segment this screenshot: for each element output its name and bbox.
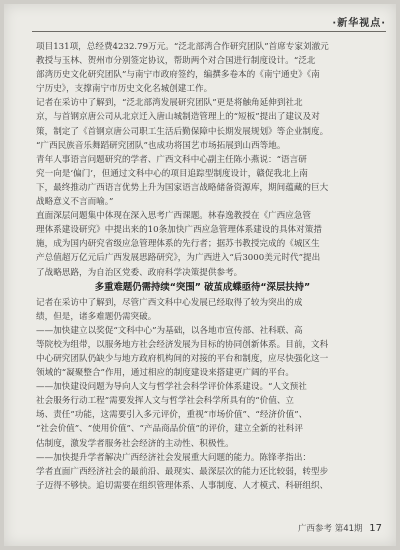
text-line: 理体系建设研究》中提出来的10条加快广西应急管理体系建设的具体对策措 [36, 225, 322, 236]
text-line: 记者在采访中了解到，尽管广西文科中心发展已经取得了较为突出的成 [36, 297, 303, 308]
text-line: 领域的“凝聚整合”作用，通过相应的制度建设来搭建更广阔的平台。 [36, 368, 295, 379]
text-line: 宁历史》，支撑南宁市历史文化名城创建工作。 [36, 84, 213, 95]
text-line: 教授与玉林、贺州市分别签定协议，帮助两个对合国进行制度设计。“泛北 [36, 56, 316, 67]
text-line: 部湾历史文化研究团队”与南宁市政府签约，编撰多卷本的《南宁通史》《南 [36, 70, 320, 81]
article-subheading: 多重难题仍需持续“突围” 破茧成蝶亟待“深层扶持” [94, 281, 311, 293]
text-line: 等院校为组带，以服务地方社会经济发展为目标的协同创新体系。目前，文科 [36, 339, 329, 350]
text-line: ——加快建立以奖促“文科中心”为基础，以各地市宣传部、社科联、高 [36, 325, 303, 336]
text-line: 施，成为国内研究省级应急管理体系的先行者；据苏书教授完成的《城区生 [36, 239, 320, 250]
text-line: 社会服务行动工程”需要发挥人文与哲学社会科学所具有的“价值、立 [36, 396, 295, 407]
text-line: 学者直面广西经济社会的最前沿、最现实、最深层次的能力还比较弱，转型步 [36, 466, 329, 477]
text-line: 下，最终推动广西语言优势上升为国家语言战略储备资源库，期间蕴藏的巨大 [36, 182, 329, 193]
text-line: 京，与首钢京唐公司从北京迁入唐山城制造管理上的“短板”提出了建议及对 [36, 112, 320, 123]
text-line: 绩，但是，诸多难题仍需突破。 [36, 311, 157, 322]
paragraph [36, 380, 369, 450]
text-line: “社会价值”、“使用价值”、“产品商品价值”的评价，建立全新的社科评 [36, 424, 303, 435]
section-header: ·新华视点· [332, 18, 386, 29]
paragraph [36, 451, 369, 493]
text-line: 究一向是‘偏门’，但通过文科中心的项目追踪型制度设计，赣促我北上南 [36, 168, 308, 179]
text-line: 产总值超万亿元后广西发展思路研究》，为广西进入“后3000美元时代”提出 [36, 253, 321, 264]
paragraph-group-b [36, 296, 369, 493]
text-line: 直面深层问题集中体现在深入思考广西课题。林春逸教授在《广西应急管 [36, 211, 312, 222]
paragraph [36, 96, 369, 152]
paragraph [36, 40, 369, 96]
text-line: 子迈得不够快。追切需要在组织管理体系、人事制度、人才模式、科研组织、 [36, 480, 329, 491]
text-line: ——加快提升学者解决广西经济社会发展重大问题的能力。陈锋孝指出： [36, 452, 312, 463]
header-rule [32, 31, 386, 32]
text-line: 记者在采访中了解到，“泛北部湾发展研究团队”更是将触角延伸到社北 [36, 98, 303, 109]
article-body [36, 40, 369, 493]
text-line: 估制度，激发学者服务社会经济的主动性、积极性。 [36, 438, 234, 449]
journal-name: 广西参考 [298, 524, 333, 534]
page-footer [298, 522, 382, 534]
paragraph [36, 324, 369, 380]
paragraph-group-a [36, 40, 369, 280]
text-line: 青年人事语言问题研究的学者、广西文科中心副主任陈小燕说：“语言研 [36, 154, 307, 165]
text-line: “广西民族音乐舞蹈研究团队”也成功将国艺市场拓展到山西等地。 [36, 140, 286, 151]
paragraph [36, 153, 369, 209]
issue-number: 第41期 [334, 524, 363, 534]
paragraph [36, 296, 369, 324]
text-line: 了战略思路，为自治区党委、政府科学决策提供参考。 [36, 267, 243, 278]
page-number: 17 [369, 523, 382, 534]
magazine-page [4, 4, 396, 546]
text-line: 策，制定了《首钢京唐公司职工生活后勤保障中长期发展规划》等企业制度。 [36, 126, 329, 137]
paragraph [36, 209, 369, 279]
text-line: 中心研究团队仍缺少与地方政府机构间的对接的平台和制度，应尽快强化这一 [36, 353, 329, 364]
text-line: ——加快建设问题为导向人文与哲学社会科学评价体系建设。“人文预社 [36, 382, 307, 393]
text-line: 场、责任”功能，这需要引入多元评价，重视“市场价值”、“经济价值”、 [36, 410, 308, 421]
text-line: 战略意义不言而喻。” [36, 197, 114, 208]
text-line: 项目131项，总经费4232.79万元。“泛北部湾合作研究团队”首席专家刘澈元 [36, 42, 329, 52]
